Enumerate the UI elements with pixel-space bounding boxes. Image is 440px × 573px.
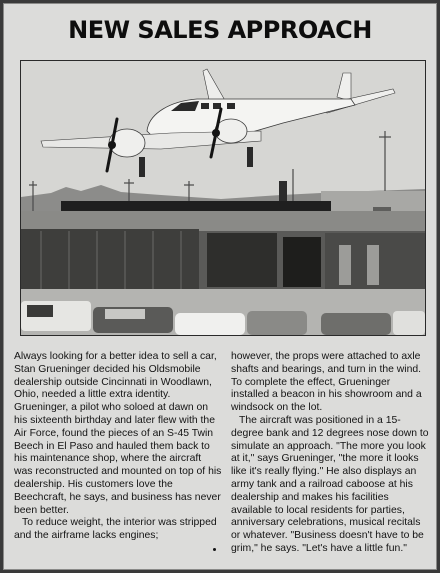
paragraph: The aircraft was positioned in a 15-degree bank and 12 degrees nose down to simulate an approach. "The more you look at it," says Grueninger, "the more it looks like it's really flying." He also displays an army tank and a railroad caboose at his dealership and makes his facilities available to local residents for parties, anniversary celebrations, musical recitals or whatever. "Business doesn't have to be grim," he says. "Let's have a little fun." [231,414,429,554]
column-separator-dot [213,548,216,551]
headline: NEW SALES APPROACH [68,16,372,44]
paragraph: Always looking for a better idea to sell a car, Stan Grueninger decided his Oldsmobile dealership outside Cincinnati in Woodlawn, Ohio, needed a little extra identity. Grueninger, a pilot who soloed at dawn on his sixteenth birthday and later flew with the Air Force, found the pieces of an S-45 Twin Beech in El Paso and hauled them back to his maintenance shop, where the aircraft was reconstructed and mounted on top of his dealership. His customers love the Beechcraft, he says, and business has never been better. [14,351,222,516]
magazine-page [3,3,437,570]
plane-on-dealership-illustration [21,61,425,335]
article-column-right [231,351,431,556]
dealership-photo [20,60,426,336]
paragraph: To reduce weight, the interior was stripped and the airframe lacks engines; [14,517,217,542]
paragraph: however, the props were attached to axle shafts and bearings, and turn in the wind. To complete the effect, Grueninger installed a beacon in his showroom and a windsock on the lot. [231,351,422,414]
article-column-left [14,351,222,543]
